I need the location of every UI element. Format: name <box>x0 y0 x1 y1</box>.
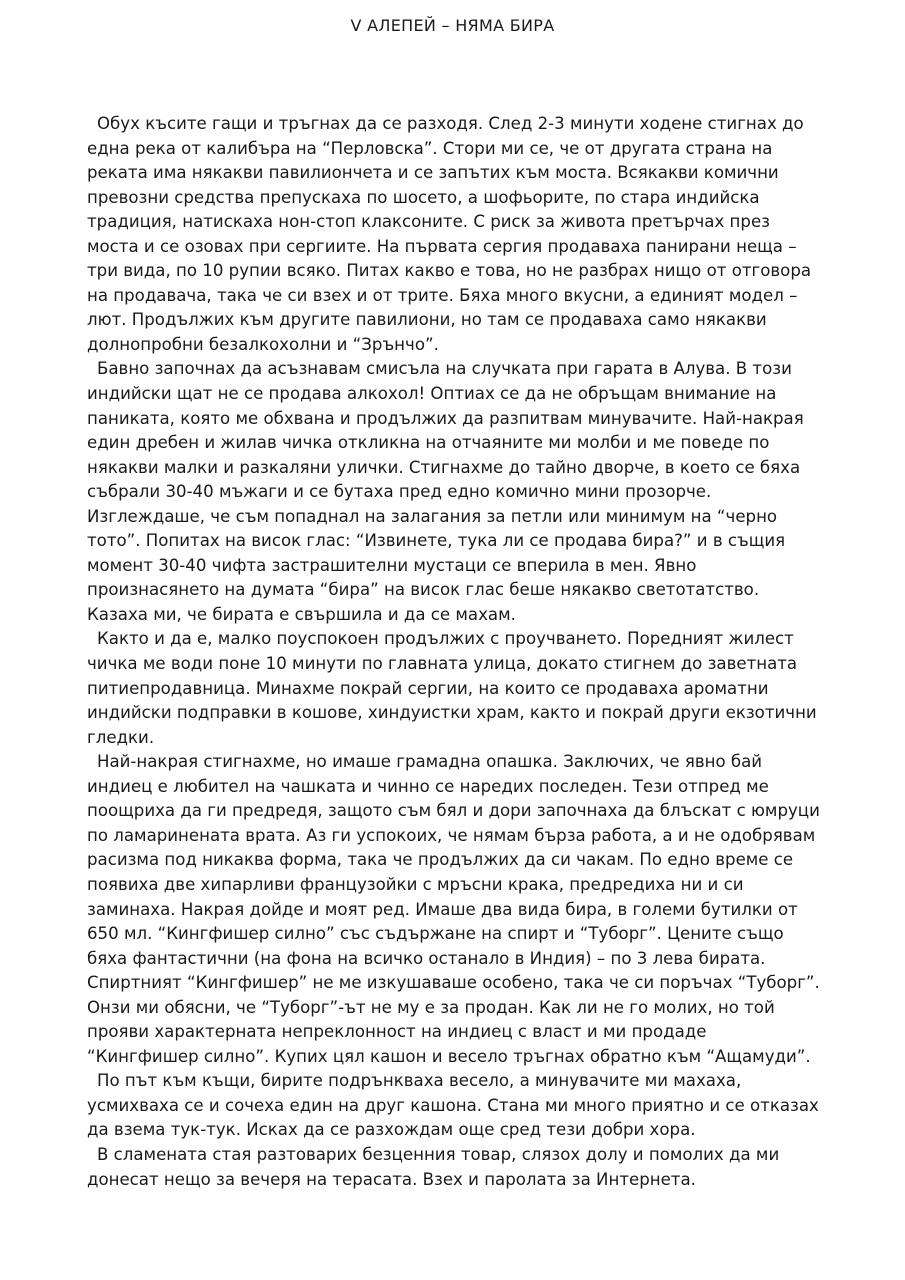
chapter-header: V АЛЕПЕЙ – НЯМА БИРА <box>350 16 555 35</box>
body-text <box>87 112 820 1192</box>
paragraph-3: Както и да е, малко поуспокоен продължих с проучването. Поредният жилест чичка ме води поне 10 минути по главната улица, докато стигнем до заветната питиепродавница. Минахме покрай сергии, на които се продаваха ароматни индийски подправки в кошове, хиндуистки храм, както и покрай други екзотични гледки. <box>87 629 817 747</box>
paragraph-4: Най-накрая стигнахме, но имаше грамадна опашка. Заключих, че явно бай индиец е любител на чашката и чинно се наредих последен. Тези отпред ме поощриха да ги предредя, защото съм бял и дори започнаха да блъскат с юмруци по ламаринената врата. Аз ги успокоих, че нямам бърза работа, а и не одобрявам расизма под никаква форма, така че продължих да си чакам. По едно време се появиха две хипарливи французойки с мръсни крака, предредиха ни и си заминаха. Накрая дойде и моят ред. Имаше два вида бира, в големи бутилки от 650 мл. “Кингфишер силно” със съдържане на спирт и “Туборг”. Цените също бяха фантастични (на фона на всичко останало в Индия) – по 3 лева бирата. Спиртният “Кингфишер” не ме изкушаваше особено, така че си поръчах “Туборг”. Онзи ми обясни, че “Туборг”-ът не му е за продан. Как ли не го молих, но той прояви характерната непреклонност на индиец с власт и ми продаде “Кингфишер силно”. Купих цял кашон и весело тръгнах обратно към “Ащамуди”. <box>87 752 820 1066</box>
paragraph-1: Обух късите гащи и тръгнах да се разходя. След 2-3 минути ходене стигнах до една река от калибъра на “Перловска”. Стори ми се, че от другата страна на реката има някакви павилиончета и се запътих към моста. Всякакви комични превозни средства препускаха по шосето, а шофьорите, по стара индийска традиция, натискаха нон-стоп клаксоните. С риск за живота претърчах през моста и се озовах при сергиите. На първата сергия продаваха панирани неща – три вида, по 10 рупии всяко. Питах какво е това, но не разбрах нищо от отговора на продавача, така че си взех и от трите. Бяха много вкусни, а единият модел – лют. Продължих към другите павилиони, но там се продаваха само някакви долнопробни безалкохолни и “Зрънчо”. <box>87 114 812 354</box>
paragraph-5: По път към къщи, бирите подрънкваха весело, а минувачите ми махаха, усмихваха се и сочеха един на друг кашона. Стана ми много приятно и се отказах да взема тук-тук. Исках да се разхождам още сред тези добри хора. <box>87 1071 819 1140</box>
paragraph-2: Бавно започнах да асъзнавам смисъла на случката при гарата в Алува. В този индийски щат не се продава алкохол! Оптиах се да не обръщам внимание на паниката, която ме обхвана и продължих да разпитвам минувачите. Най-накрая един дребен и жилав чичка откликна на отчаяните ми молби и ме поведе по някакви малки и разкаляни улички. Стигнахме до тайно дворче, в което се бяха събрали 30-40 мъжаги и се бутаха пред едно комично мини прозорче. Изглеждаше, че съм попаднал на залагания за петли или минимум на “черно тото”. Попитах на висок глас: “Извинете, тука ли се продава бира?” и в същия момент 30-40 чифта застрашителни мустаци се вперила в мен. Явно произнасянето на думата “бира” на висок глас беше някакво светотатство. Казаха ми, че бирата е свършила и да се махам. <box>87 359 804 624</box>
paragraph-6: В сламената стая разтоварих безценния товар, слязох долу и помолих да ми донесат нещо за вечеря на терасата. Взех и паролата за Интернета. <box>87 1144 780 1189</box>
